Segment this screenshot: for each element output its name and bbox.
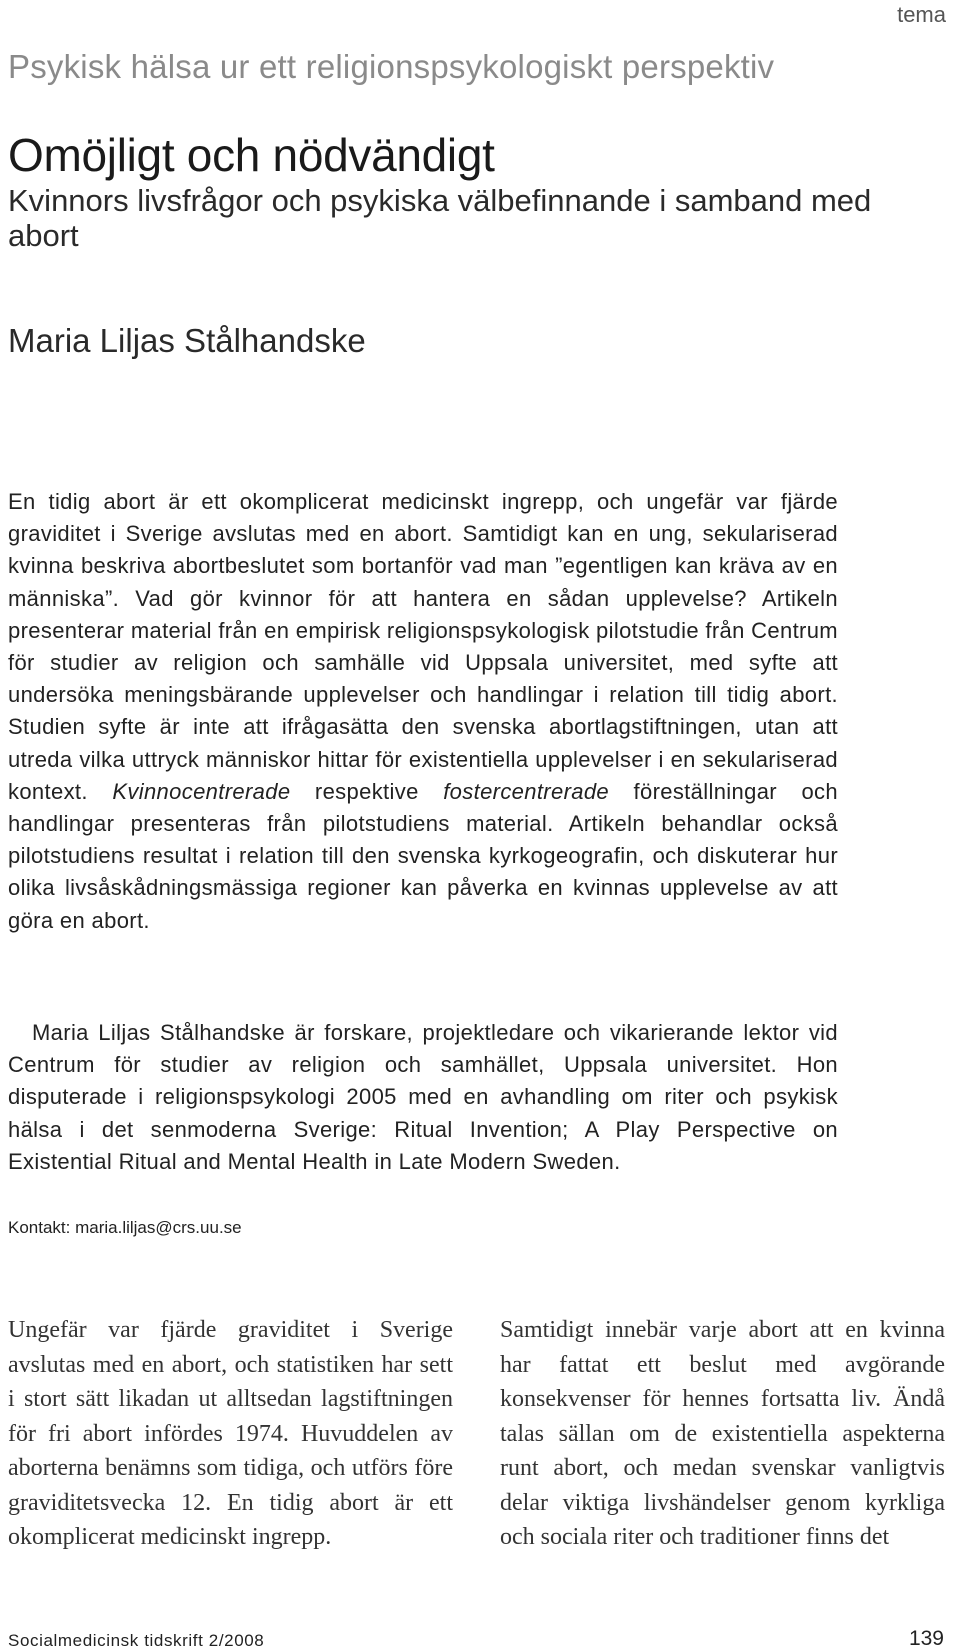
body-column-right [500,1313,945,1555]
body-right-paragraph: Samtidigt innebär varje abort att en kvinna har fattat ett beslut med avgörande konsekvenser för hennes fortsatta liv. Ändå talas sällan om de existentiella aspekterna runt abort, och medan svenskar vanligtvis delar viktiga livshändelser genom kyrkliga och sociala riter och traditioner finns det [500,1317,945,1550]
article-subtitle: Kvinnors livsfrågor och psykiska välbefinnande i samband med abort [8,183,872,253]
abstract [8,486,838,937]
abstract-text-3: föreställningar och handlingar presenteras från pilotstudiens material. Artikeln behandlar också pilotstudiens resultat i relation till den svenska kyrkogeografin, och diskuterar hur olika livsåskådningsmässiga regioner kan påverka en kvinnas upplevelse av att göra en abort. [8,778,838,933]
abstract-text-1: En tidig abort är ett okomplicerat medicinskt ingrepp, och ungefär var fjärde graviditet i Sverige avslutas med en abort. Samtidigt kan en ung, sekulariserad kvinna beskriva abortbeslutet som bortanför vad man ”egentligen kan kräva av en människa”. Vad gör kvinnor för att hantera en sådan upplevelse? Artikeln presenterar material från en empirisk religionspsykologisk pilotstudie från Centrum för studier av religion och samhälle vid Uppsala universitet, med syfte att undersöka meningsbärande upplevelser och handlingar i relation till tidig abort. Studien syfte är inte att ifrågasätta den svenska abortlagstiftningen, utan att utreda vilka uttryck människor hittar för existentiella upplevelser i en sekulariserad kontext. [8,489,838,804]
abstract-italic-2: fostercentrerade [443,778,610,804]
author-bio-text: Maria Liljas Stålhandske är forskare, projektledare och vikarierande lektor vid Centrum för studier av religion och samhället, Uppsala universitet. Hon disputerade i religionspsykologi 2005 med en avhandling om riter och psykisk hälsa i det senmoderna Sverige: Ritual Invention; A Play Perspective on Existential Ritual and Mental Health in Late Modern Sweden. [8,1020,838,1174]
body-column-left [8,1313,453,1555]
author-contact: Kontakt: maria.liljas@crs.uu.se [8,1218,242,1237]
page-number: 139 [908,1627,944,1650]
article-title: Omöjligt och nödvändigt [8,129,495,181]
body-left-paragraph: Ungefär var fjärde graviditet i Sverige avslutas med en abort, och statistiken har sett i stort sätt likadan ut alltsedan lagstiftningen för fri abort infördes 1974. Huvuddelen av aborterna benämns som tidiga, och utförs före graviditetsvecka 12. En tidig abort är ett okomplicerat medicinskt ingrepp. [8,1317,453,1550]
footer-journal: Socialmedicinsk tidskrift 2/2008 [8,1631,265,1650]
author-bio [8,1017,838,1178]
abstract-text-2: respektive [290,778,444,804]
article-author: Maria Liljas Stålhandske [8,322,366,359]
section-title: Psykisk hälsa ur ett religionspsykologiskt perspektiv [8,48,775,85]
abstract-paragraph [8,486,838,937]
abstract-italic-1: Kvinnocentrerade [112,778,291,804]
section-tag: tema [897,2,946,27]
